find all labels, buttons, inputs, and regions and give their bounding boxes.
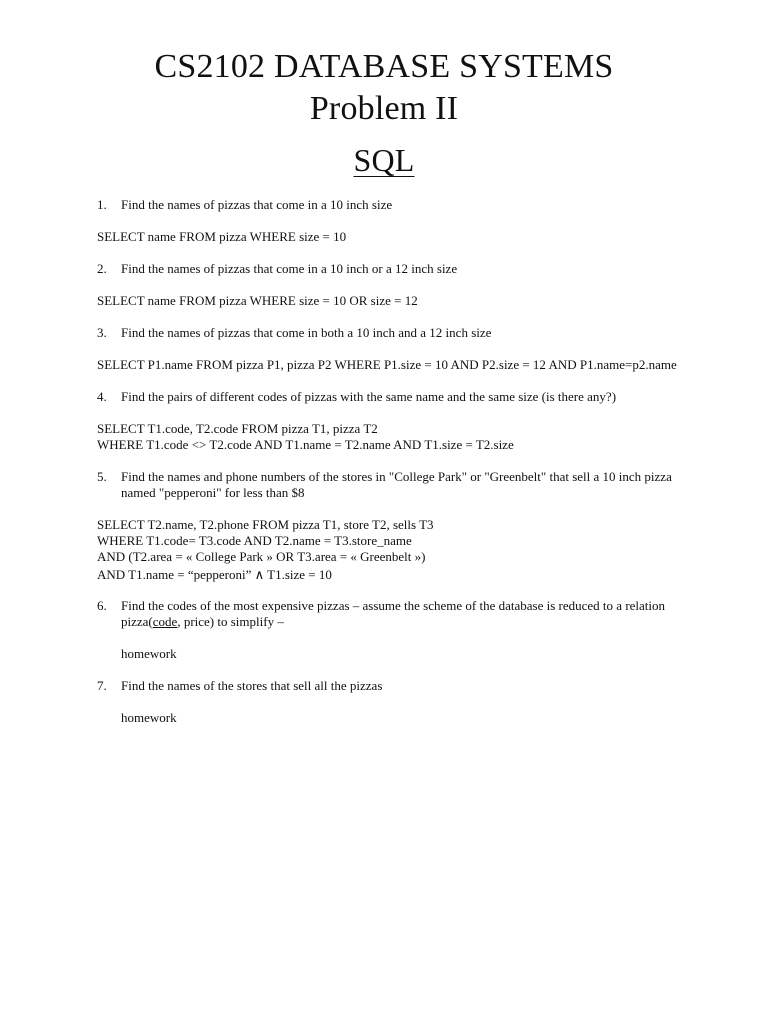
- question-prompt: Find the names and phone numbers of the stores in "College Park" or "Greenbelt" that sell a 10 inch pizza: [121, 469, 672, 484]
- question-prompt: Find the codes of the most expensive pizzas – assume the scheme of the database is reduced to a relation: [121, 598, 666, 613]
- prompt-text: pizza(: [121, 614, 153, 629]
- question-prompt-continued: [121, 614, 768, 630]
- sql-answer-line: AND (T2.area = « College Park » OR T3.area = « Greenbelt »): [97, 549, 426, 564]
- section-heading: SQL: [353, 142, 415, 178]
- question-number: 4.: [97, 389, 107, 404]
- sql-answer-line: WHERE T1.code= T3.code AND T2.name = T3.store_name: [97, 533, 412, 548]
- document-subtitle: Problem II: [309, 90, 459, 127]
- sql-answer-line: SELECT P1.name FROM pizza P1, pizza P2 WHERE P1.size = 10 AND P2.size = 12 AND P1.name=p2.name: [97, 357, 677, 372]
- question-number: 1.: [97, 197, 107, 212]
- question-prompt: Find the names of pizzas that come in a 10 inch size: [121, 197, 393, 212]
- question-prompt-continued: named "pepperoni" for less than $8: [121, 485, 305, 500]
- sql-answer-line: AND T1.name = “pepperoni” ∧ T1.size = 10: [97, 567, 332, 582]
- sql-answer-line: WHERE T1.code <> T2.code AND T1.name = T2.name AND T1.size = T2.size: [97, 437, 514, 452]
- homework-note: homework: [121, 710, 177, 725]
- document-title: CS2102 DATABASE SYSTEMS: [154, 48, 614, 85]
- question-prompt: Find the pairs of different codes of pizzas with the same name and the same size (is there any?): [121, 389, 617, 404]
- question-number: 2.: [97, 261, 107, 276]
- sql-answer-line: SELECT name FROM pizza WHERE size = 10: [97, 229, 347, 244]
- prompt-text: , price) to simplify –: [177, 614, 284, 629]
- question-prompt: Find the names of the stores that sell all the pizzas: [121, 678, 383, 693]
- question-prompt: Find the names of pizzas that come in a 10 inch or a 12 inch size: [121, 261, 458, 276]
- sql-answer-line: SELECT T2.name, T2.phone FROM pizza T1, store T2, sells T3: [97, 517, 434, 532]
- question-number: 7.: [97, 678, 107, 693]
- sql-answer-line: SELECT T1.code, T2.code FROM pizza T1, pizza T2: [97, 421, 378, 436]
- homework-note: homework: [121, 646, 177, 661]
- question-number: 5.: [97, 469, 107, 484]
- question-number: 3.: [97, 325, 107, 340]
- question-prompt: Find the names of pizzas that come in both a 10 inch and a 12 inch size: [121, 325, 492, 340]
- sql-answer-line: SELECT name FROM pizza WHERE size = 10 OR size = 12: [97, 293, 418, 308]
- question-number: 6.: [97, 598, 107, 613]
- key-attribute-code: code: [152, 614, 178, 629]
